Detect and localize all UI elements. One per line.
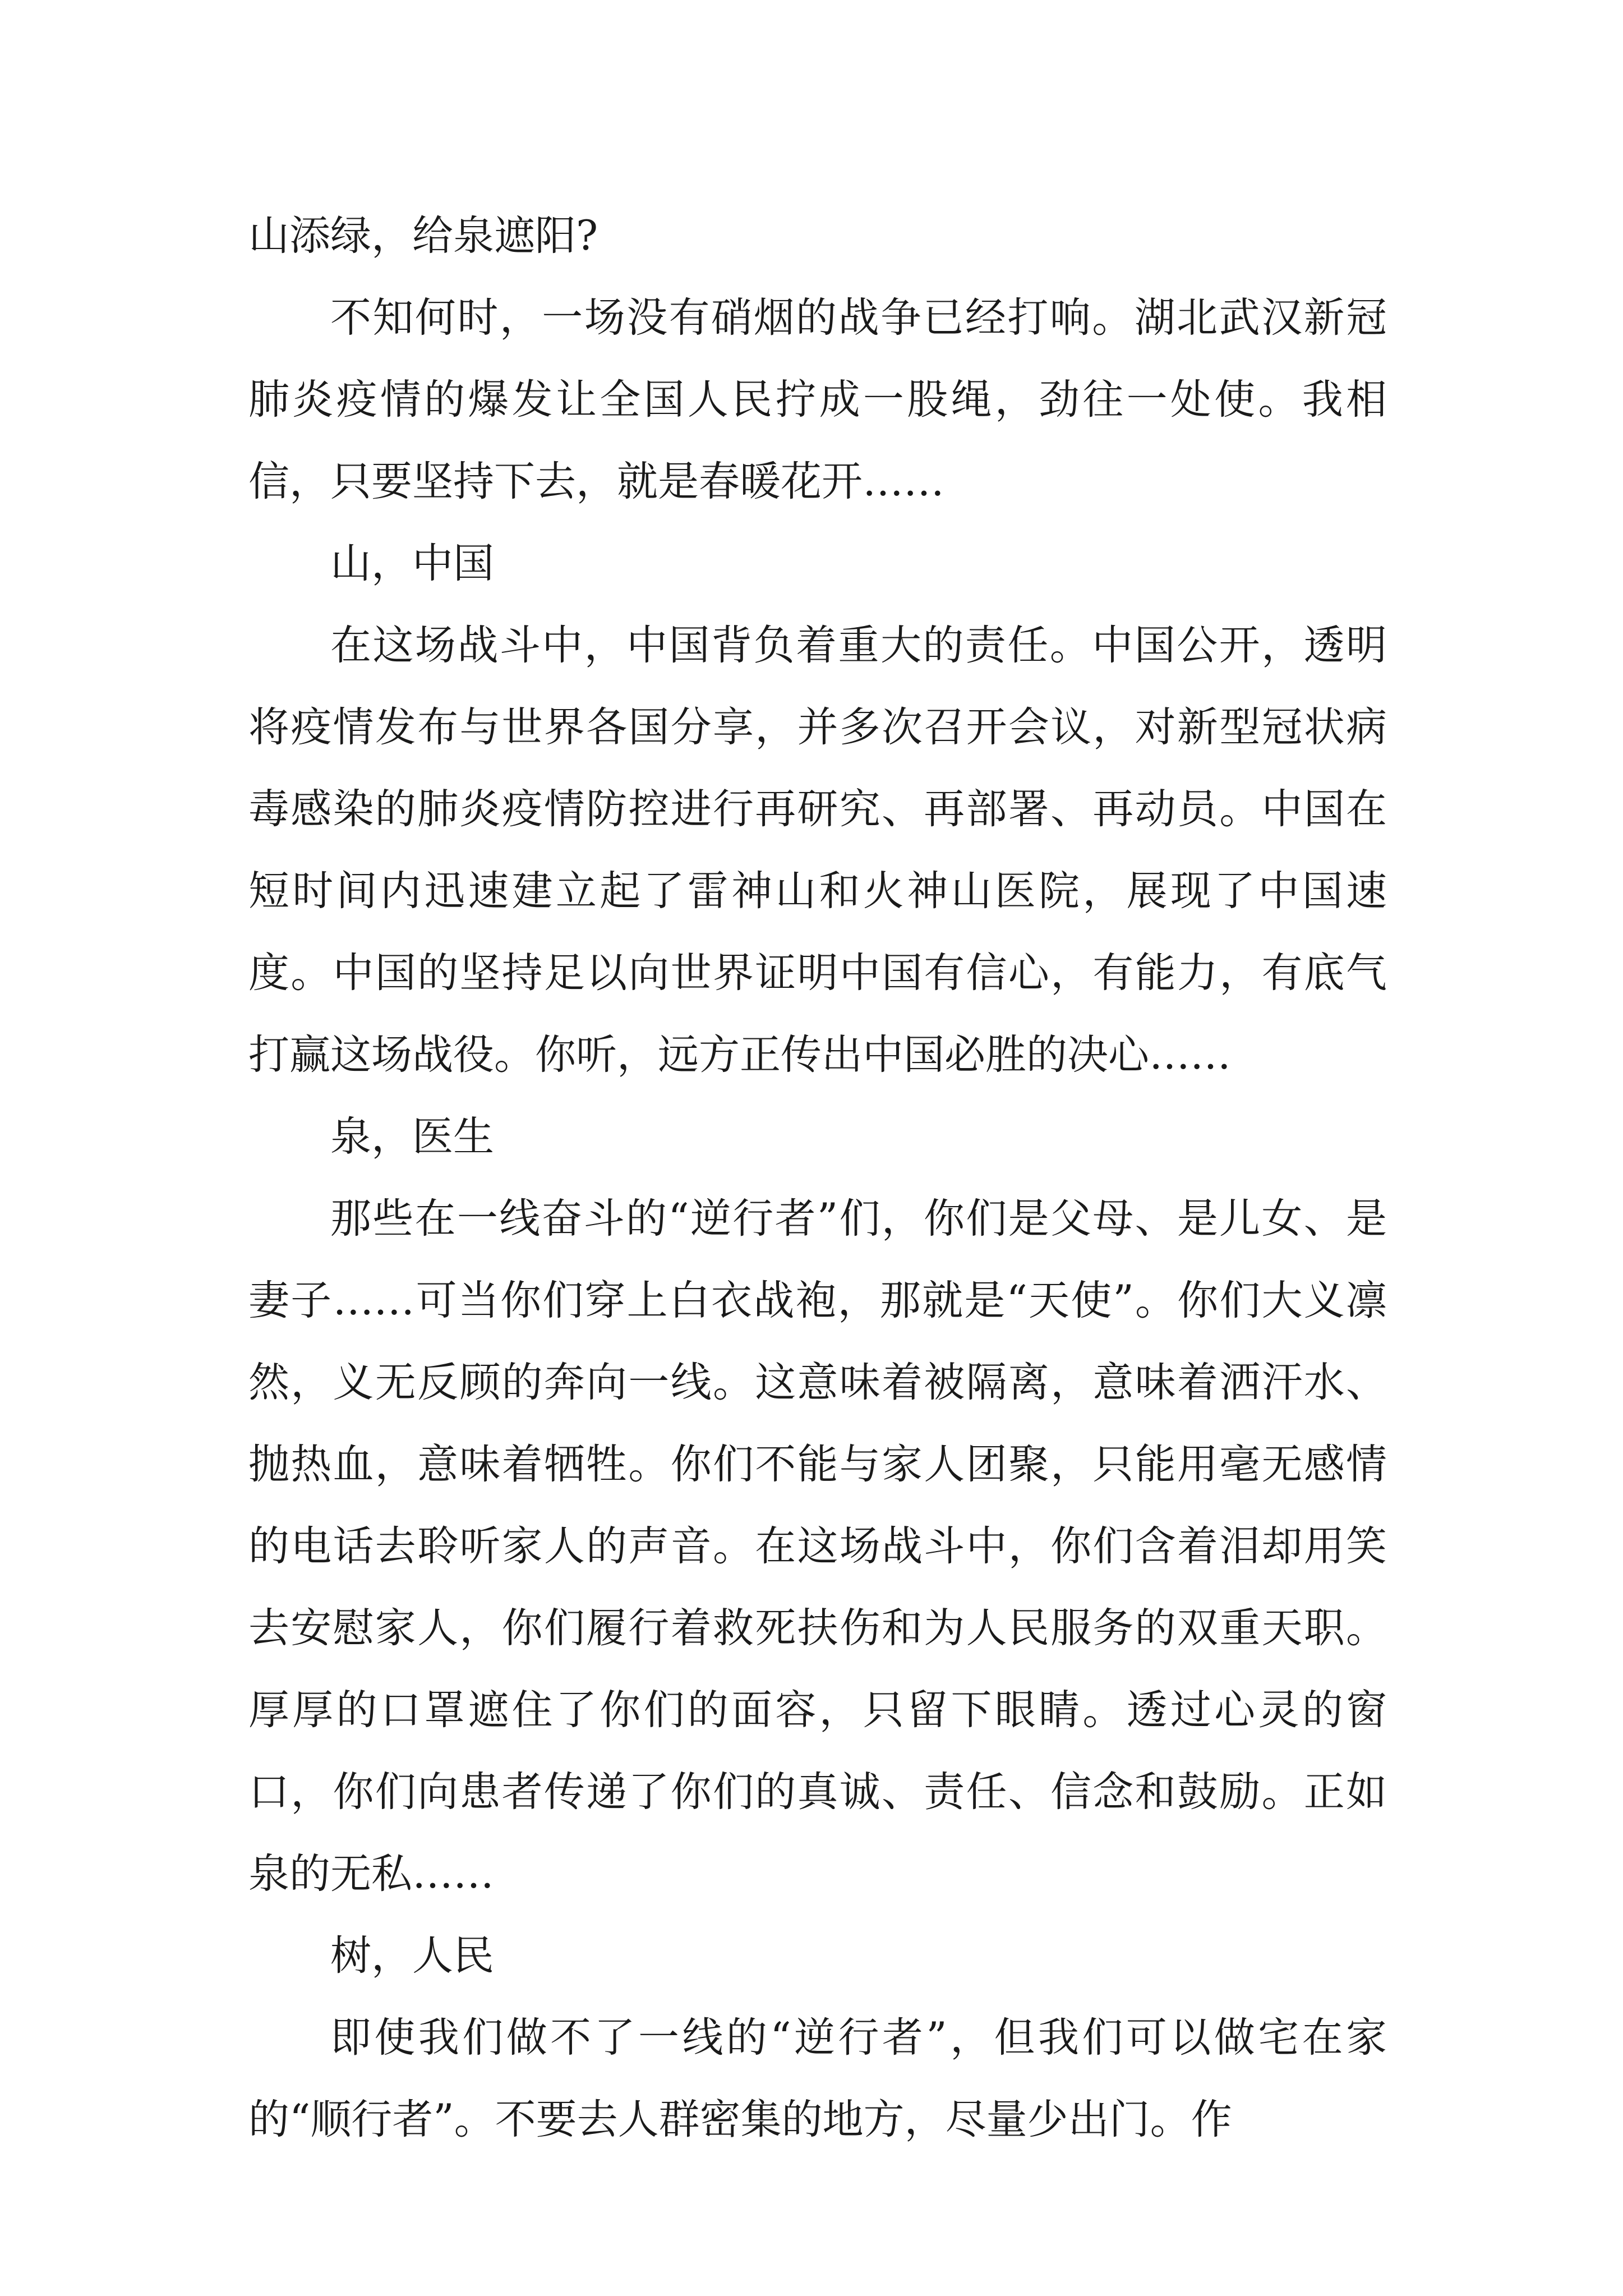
paragraph-4: 那些在一线奋斗的“逆行者”们，你们是父母、是儿女、是妻子……可当你们穿上白衣战袍，那就是“天使”。你们大义凛然，义无反顾的奔向一线。这意味着被隔离，意味着洒汗水、抛热血，意味着牺牲。你们不能与家人团聚，只能用毫无感情的电话去聆听家人的声音。在这场战斗中，你们含着泪却用笑去安慰家人，你们履行着救死扶伤和为人民服务的双重天职。厚厚的口罩遮住了你们的面容，只留下眼睛。透过心灵的窗口，你们向患者传递了你们的真诚、责任、信念和鼓励。正如泉的无私…… bbox=[248, 1195, 1387, 1898]
document-body bbox=[248, 195, 1387, 2161]
paragraph-2: 不知何时，一场没有硝烟的战争已经打响。湖北武汉新冠肺炎疫情的爆发让全国人民拧成一股绳，劲往一处使。我相信，只要坚持下去，就是春暖花开…… bbox=[248, 294, 1387, 505]
section-heading-spring-doctor: 泉，医生 bbox=[330, 1113, 494, 1161]
paragraph-3: 在这场战斗中，中国背负着重大的责任。中国公开，透明将疫情发布与世界各国分享，并多次召开会议，对新型冠状病毒感染的肺炎疫情防控进行再研究、再部署、再动员。中国在短时间内迅速建立起了雷神山和火神山医院，展现了中国速度。中国的坚持足以向世界证明中国有信心，有能力，有底气打赢这场战役。你听，远方正传出中国必胜的决心…… bbox=[248, 622, 1387, 1079]
paragraph-1: 山添绿，给泉遮阳? bbox=[248, 212, 598, 260]
paragraph-5: 即使我们做不了一线的“逆行者”，但我们可以做宅在家的“顺行者”。不要去人群密集的地方，尽量少出门。作 bbox=[248, 2014, 1387, 2143]
section-heading-mountain-china: 山，中国 bbox=[330, 540, 494, 587]
section-heading-tree-people: 树，人民 bbox=[330, 1932, 494, 1980]
